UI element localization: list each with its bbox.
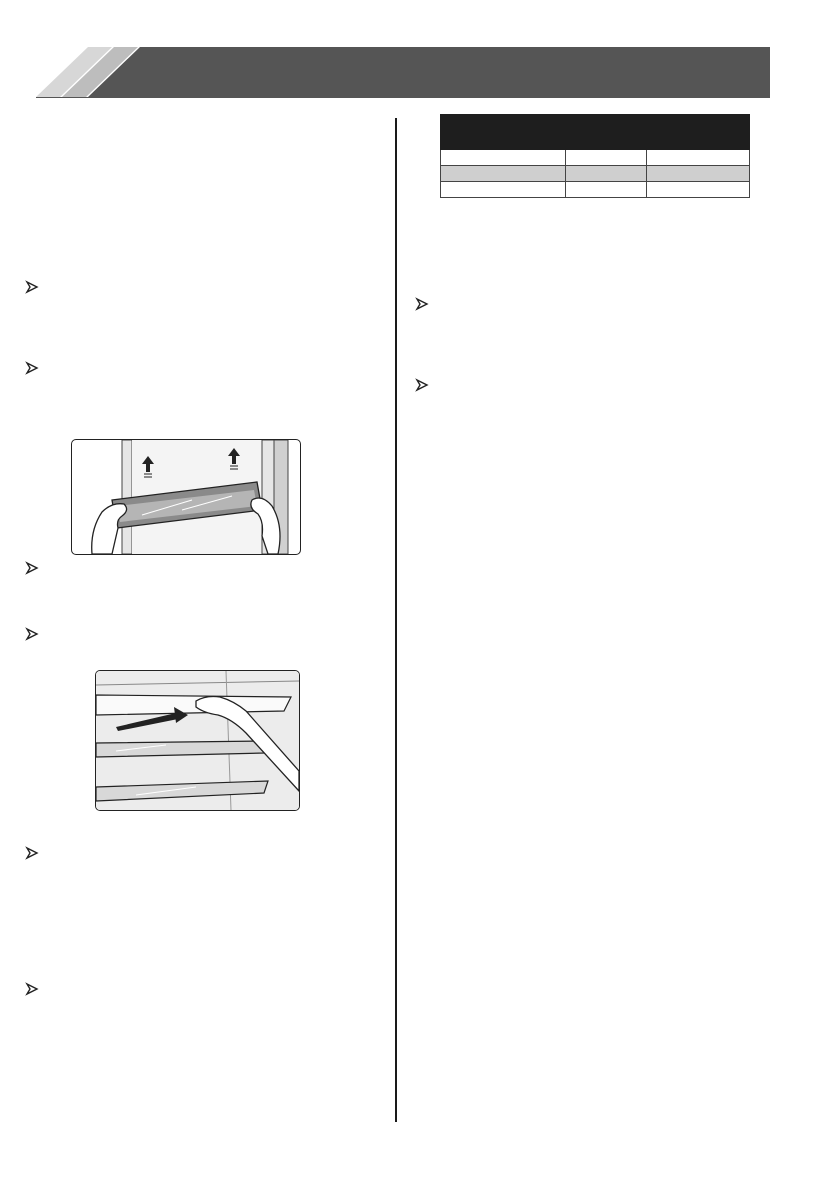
arrow-bullet-icon (415, 378, 429, 392)
table-header-cell (566, 115, 647, 150)
arrow-bullet-icon (25, 627, 39, 641)
column-divider (395, 118, 397, 1122)
table-header-cell (647, 115, 750, 150)
arrow-bullet-icon (25, 280, 39, 294)
table-cell (566, 150, 647, 166)
spec-table (440, 114, 750, 198)
table-cell (441, 182, 566, 198)
section-header-band (0, 0, 823, 110)
table-cell (441, 150, 566, 166)
table-header-row (441, 115, 750, 150)
table-cell (647, 182, 750, 198)
door-shelf-removal-illustration (71, 439, 301, 555)
table-cell (441, 166, 566, 182)
table-cell (566, 166, 647, 182)
glass-shelf-insertion-illustration (95, 670, 300, 811)
table-cell (566, 182, 647, 198)
table-row (441, 150, 750, 166)
arrow-bullet-icon (25, 361, 39, 375)
table-cell (647, 166, 750, 182)
arrow-bullet-icon (25, 982, 39, 996)
table-cell (647, 150, 750, 166)
arrow-bullet-icon (25, 561, 39, 575)
table-row (441, 182, 750, 198)
arrow-bullet-icon (415, 297, 429, 311)
table-header-cell (441, 115, 566, 150)
table-row (441, 166, 750, 182)
arrow-bullet-icon (25, 846, 39, 860)
